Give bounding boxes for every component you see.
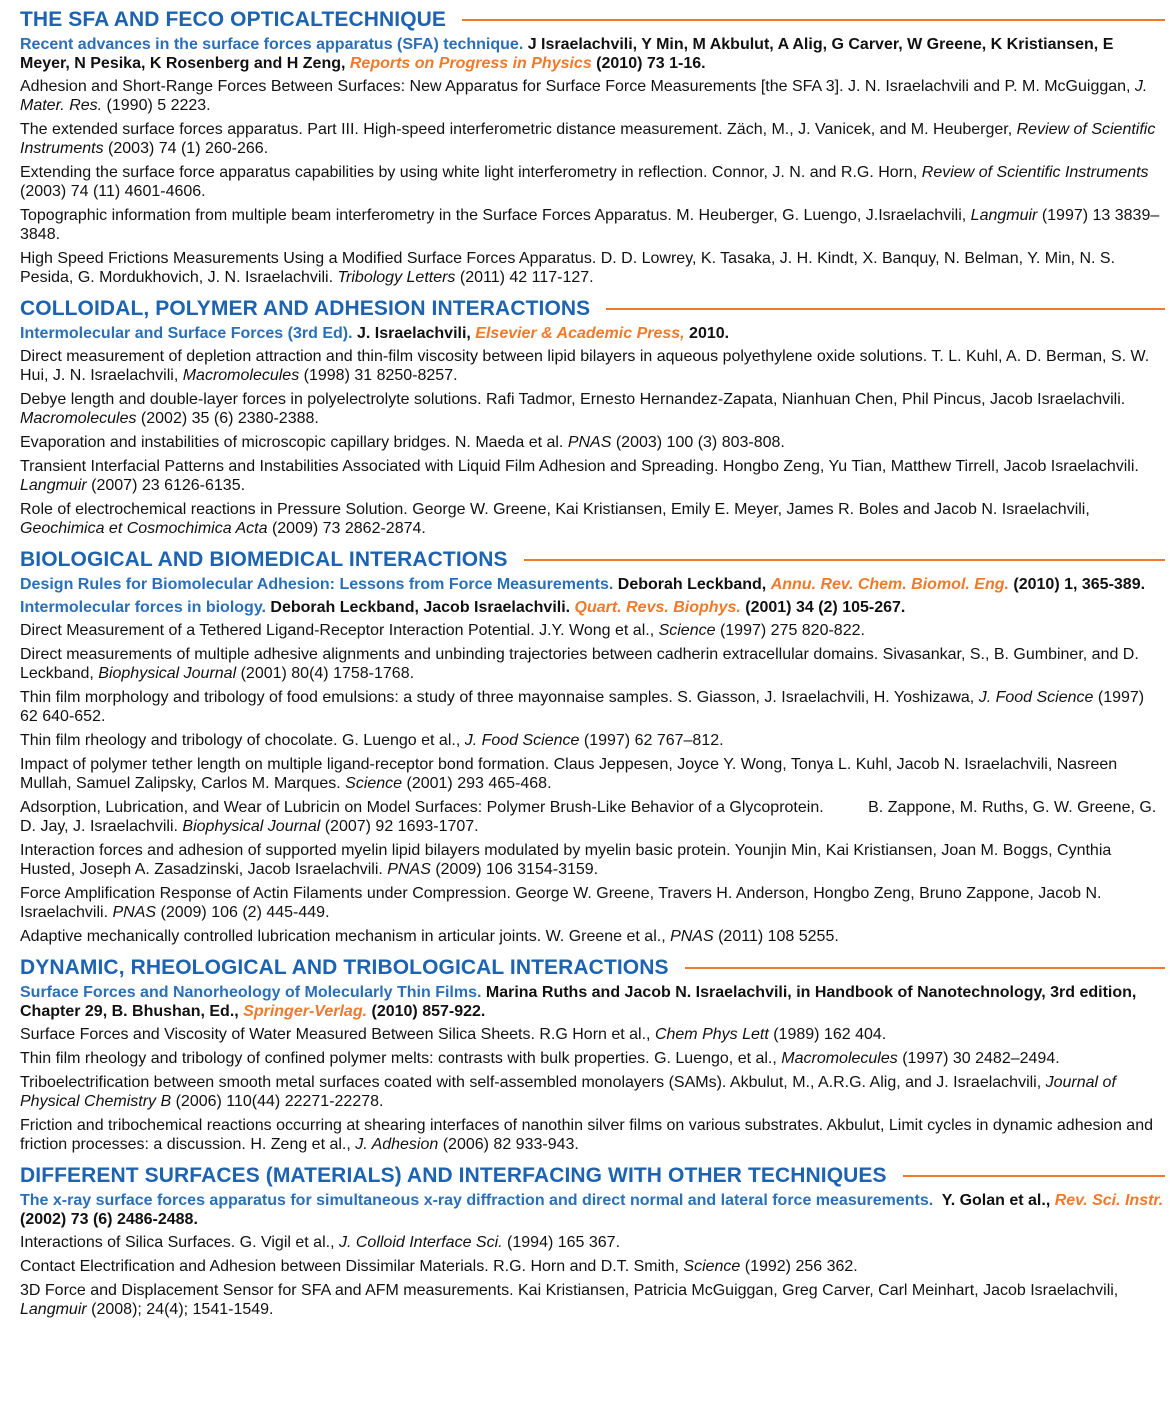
reference-text: Force Amplification Response of Actin Filaments under Compression. George W. Greene, Travers H. Anderson, Hongbo Zeng, Bruno Zappone, Jacob N. Israelachvili. [20, 885, 1102, 921]
reference-text: Adaptive mechanically controlled lubrication mechanism in articular joints. W. Greene et al., [20, 928, 671, 945]
reference-journal: Geochimica et Cosmochimica Acta [20, 520, 268, 537]
reference-item [20, 1049, 1165, 1068]
reference-text: Surface Forces and Viscosity of Water Measured Between Silica Sheets. R.G Horn et al., [20, 1026, 655, 1043]
reference-citation: (2008); 24(4); 1541-1549. [86, 1301, 274, 1318]
section-title: BIOLOGICAL AND BIOMEDICAL INTERACTIONS [20, 548, 508, 571]
reference-item [20, 645, 1165, 683]
reference-journal: Review of Scientific Instruments [921, 164, 1149, 181]
reference-item [20, 798, 1165, 836]
reference-item [20, 841, 1165, 879]
featured-title: Design Rules for Biomolecular Adhesion: Lessons from Force Measurements. [20, 576, 614, 593]
reference-citation: (1994) 165 367. [502, 1234, 621, 1251]
reference-journal: PNAS [567, 434, 612, 451]
featured-reference [20, 35, 1165, 73]
section-sfa-feco [20, 6, 1165, 287]
featured-journal: Springer-Verlag. [243, 1003, 368, 1020]
reference-text: Transient Interfacial Patterns and Instabilities Associated with Liquid Film Adhesion and Spreading. Hongbo Zeng, Yu Tian, Matthew Tirrell, Jacob Israelachvili. [20, 458, 1139, 475]
reference-journal: Biophysical Journal [98, 665, 237, 682]
reference-text: Direct measurement of depletion attraction and thin-film viscosity between lipid bilayers in aqueous polyethylene oxide solutions. T. L. Kuhl, A. D. Berman, S. W. Hui, J. N. Israelachvili, [20, 348, 1150, 384]
reference-citation: (2003) 74 (1) 260-266. [103, 140, 269, 157]
featured-reference [20, 598, 1165, 617]
reference-journal: Tribology Letters [337, 269, 456, 286]
featured-title: Intermolecular forces in biology. [20, 599, 266, 616]
featured-citation: (2002) 73 (6) 2486-2488. [20, 1211, 198, 1228]
reference-citation: (1997) 275 820-822. [715, 622, 865, 639]
reference-text: Adsorption, Lubrication, and Wear of Lubricin on Model Surfaces: Polymer Brush-Like Behavior of a Glycoprotein. B. Zappone, M. Ruths, G. W. Greene, G. D. Jay, J. Israelachvili. [20, 799, 1161, 835]
featured-reference [20, 1191, 1165, 1229]
featured-authors: Deborah Leckband, [613, 576, 771, 593]
reference-item [20, 120, 1165, 158]
reference-citation: (2009) 106 (2) 445-449. [156, 904, 330, 921]
reference-citation: (2001) 80(4) 1758-1768. [236, 665, 415, 682]
reference-journal: Macromolecules [182, 367, 300, 384]
reference-citation: (1997) 30 2482–2494. [897, 1050, 1060, 1067]
reference-item [20, 390, 1165, 428]
reference-citation: (2007) 92 1693-1707. [320, 818, 479, 835]
featured-journal: Rev. Sci. Instr. [1054, 1192, 1164, 1209]
featured-authors: Y. Golan et al., [933, 1192, 1055, 1209]
reference-citation: (1990) 5 2223. [102, 97, 211, 114]
reference-item [20, 77, 1165, 115]
section-title: DIFFERENT SURFACES (MATERIALS) AND INTERFACING WITH OTHER TECHNIQUES [20, 1164, 887, 1187]
section-title: DYNAMIC, RHEOLOGICAL AND TRIBOLOGICAL INTERACTIONS [20, 956, 669, 979]
reference-item [20, 500, 1165, 538]
reference-citation: (1997) 62 767–812. [579, 732, 724, 749]
reference-citation: (2003) 100 (3) 803-808. [611, 434, 785, 451]
section-header [20, 6, 1165, 34]
reference-journal: Journal of Physical Chemistry B [20, 1074, 1116, 1110]
reference-text: Role of electrochemical reactions in Pressure Solution. George W. Greene, Kai Kristiansen, Emily E. Meyer, James R. Boles and Jacob N. Israelachvili, [20, 501, 1090, 518]
reference-text: Thin film rheology and tribology of confined polymer melts: contrasts with bulk properties. G. Luengo, et al., [20, 1050, 782, 1067]
reference-journal: Science [345, 775, 403, 792]
section-divider [524, 559, 1165, 561]
reference-journal: Review of Scientific Instruments [20, 121, 1156, 157]
reference-journal: Macromolecules [20, 410, 137, 427]
reference-journal: Chem Phys Lett [654, 1026, 769, 1043]
featured-title: The x-ray surface forces apparatus for simultaneous x-ray diffraction and direct normal and lateral force measurements. [20, 1192, 934, 1209]
reference-item [20, 1073, 1165, 1111]
reference-item [20, 206, 1165, 244]
reference-citation: (2011) 108 5255. [713, 928, 839, 945]
featured-journal: Annu. Rev. Chem. Biomol. Eng. [770, 576, 1009, 593]
section-dynamic-rheological-tribological [20, 954, 1165, 1154]
featured-authors: Marina Ruths and Jacob N. Israelachvili, in Handbook of Nanotechnology, 3rd edition, Chapter 29, B. Bhushan, Ed., [20, 984, 1137, 1020]
section-biological-biomedical [20, 546, 1165, 946]
reference-text: 3D Force and Displacement Sensor for SFA and AFM measurements. Kai Kristiansen, Patricia McGuiggan, Greg Carver, Carl Meinhart, Jacob Israelachvili, [20, 1282, 1119, 1299]
reference-item [20, 688, 1165, 726]
reference-text: Adhesion and Short-Range Forces Between Surfaces: New Apparatus for Surface Force Measurements [the SFA 3]. J. N. Israelachvili and P. M. McGuiggan, [20, 78, 1135, 95]
featured-authors: J Israelachvili, Y Min, M Akbulut, A Alig, G Carver, W Greene, K Kristiansen, E Meyer, N Pesika, K Rosenberg and H Zeng, [20, 36, 1114, 72]
reference-text: The extended surface forces apparatus. Part III. High-speed interferometric distance measurement. Zäch, M., J. Vanicek, and M. Heuberger, [20, 121, 1017, 138]
reference-citation: (2011) 42 117-127. [455, 269, 594, 286]
reference-journal: J. Mater. Res. [20, 78, 1148, 114]
reference-journal: Biophysical Journal [182, 818, 321, 835]
section-header [20, 546, 1165, 574]
featured-title: Intermolecular and Surface Forces (3rd Ed). [20, 325, 353, 342]
reference-citation: (1997) 62 640-652. [20, 689, 1145, 725]
featured-authors: Deborah Leckband, Jacob Israelachvili. [265, 599, 575, 616]
reference-citation: (1998) 31 8250-8257. [299, 367, 458, 384]
reference-citation: (2007) 23 6126-6135. [86, 477, 246, 494]
reference-text: Thin film rheology and tribology of chocolate. G. Luengo et al., [20, 732, 465, 749]
reference-item [20, 1257, 1165, 1276]
reference-item [20, 347, 1165, 385]
reference-citation: (2006) 82 933-943. [438, 1136, 579, 1153]
reference-text: Interaction forces and adhesion of supported myelin lipid bilayers modulated by myelin basic protein. Younjin Min, Kai Kristiansen, Joan M. Boggs, Cynthia Husted, Joseph A. Zasadzinski, Jacob Israelachvili. [20, 842, 1112, 878]
section-header [20, 1162, 1165, 1190]
reference-text: Impact of polymer tether length on multiple ligand-receptor bond formation. Claus Jeppesen, Joyce Y. Wong, Tonya L. Kuhl, Jacob N. Israelachvili, Nasreen Mullah, Samuel Zalipsky, Carlos M. Marques. [20, 756, 1118, 792]
section-title: COLLOIDAL, POLYMER AND ADHESION INTERACTIONS [20, 297, 591, 320]
reference-item [20, 927, 1165, 946]
reference-journal: Macromolecules [781, 1050, 898, 1067]
reference-text: Evaporation and instabilities of microscopic capillary bridges. N. Maeda et al. [20, 434, 568, 451]
reference-text: Friction and tribochemical reactions occurring at shearing interfaces of nanothin silver films on various substrates. Akbulut, Limit cycles in dynamic adhesion and friction processes: a discussion. H. Zeng et al., [20, 1117, 1153, 1153]
reference-journal: Science [683, 1258, 741, 1275]
reference-citation: (1997) 13 3839–3848. [20, 207, 1160, 243]
section-title: THE SFA AND FECO OPTICALTECHNIQUE [20, 8, 447, 31]
reference-item [20, 457, 1165, 495]
featured-citation: (2010) 1, 365-389. [1008, 576, 1146, 593]
section-divider [462, 19, 1165, 21]
reference-citation: (2003) 74 (11) 4601-4606. [20, 183, 206, 200]
reference-journal: J. Food Science [978, 689, 1094, 706]
reference-item [20, 755, 1165, 793]
section-header [20, 954, 1165, 982]
reference-item [20, 1281, 1165, 1319]
reference-item [20, 731, 1165, 750]
section-divider [606, 308, 1165, 310]
reference-citation: (2009) 73 2862-2874. [267, 520, 426, 537]
reference-text: Direct Measurement of a Tethered Ligand-Receptor Interaction Potential. J.Y. Wong et al., [20, 622, 659, 639]
featured-citation: 2010. [684, 325, 730, 342]
reference-journal: Science [658, 622, 716, 639]
reference-journal: PNAS [112, 904, 157, 921]
featured-title: Surface Forces and Nanorheology of Molecularly Thin Films. [20, 984, 482, 1001]
reference-citation: (1989) 162 404. [768, 1026, 887, 1043]
reference-text: Triboelectrification between smooth metal surfaces coated with self-assembled monolayers (SAMs). Akbulut, M., A.R.G. Alig, and J. Israelachvili, [20, 1074, 1046, 1091]
featured-journal: Elsevier & Academic Press, [475, 325, 685, 342]
featured-authors: J. Israelachvili, [352, 325, 476, 342]
featured-title: Recent advances in the surface forces apparatus (SFA) technique. [20, 36, 524, 53]
featured-citation: (2001) 34 (2) 105-267. [740, 599, 906, 616]
reference-text: Thin film morphology and tribology of food emulsions: a study of three mayonnaise samples. S. Giasson, J. Israelachvili, H. Yoshizawa, [20, 689, 979, 706]
reference-journal: PNAS [670, 928, 714, 945]
reference-item [20, 433, 1165, 452]
section-colloidal-polymer-adhesion [20, 295, 1165, 538]
reference-citation: (2006) 110(44) 22271-22278. [171, 1093, 384, 1110]
section-divider [903, 1175, 1165, 1177]
section-different-surfaces [20, 1162, 1165, 1319]
reference-text: Direct measurements of multiple adhesive alignments and unbinding trajectories between cadherin extracellular domains. Sivasankar, S., B. Gumbiner, and D. Leckband, [20, 646, 1139, 682]
featured-reference [20, 575, 1165, 594]
featured-citation: (2010) 857-922. [367, 1003, 486, 1020]
reference-citation: (1992) 256 362. [740, 1258, 858, 1275]
reference-text: High Speed Frictions Measurements Using a Modified Surface Forces Apparatus. D. D. Lowrey, K. Tasaka, J. H. Kindt, X. Banquy, N. Belman, Y. Min, N. S. Pesida, G. Mordukhovich, J. N. Israelachvili. [20, 250, 1116, 286]
reference-journal: Langmuir [970, 207, 1038, 224]
featured-journal: Reports on Progress in Physics [349, 55, 592, 72]
featured-citation: (2010) 73 1-16. [591, 55, 706, 72]
reference-journal: PNAS [387, 861, 431, 878]
reference-journal: Langmuir [20, 477, 87, 494]
reference-item [20, 1025, 1165, 1044]
reference-text: Contact Electrification and Adhesion between Dissimilar Materials. R.G. Horn and D.T. Smith, [20, 1258, 684, 1275]
reference-journal: J. Food Science [464, 732, 580, 749]
reference-journal: Langmuir [20, 1301, 87, 1318]
reference-item [20, 163, 1165, 201]
reference-citation: (2009) 106 3154-3159. [430, 861, 599, 878]
reference-item [20, 249, 1165, 287]
reference-text: Extending the surface force apparatus capabilities by using white light interferometry in reflection. Connor, J. N. and R.G. Horn, [20, 164, 922, 181]
section-divider [685, 967, 1165, 969]
featured-reference [20, 983, 1165, 1021]
reference-journal: J. Adhesion [355, 1136, 439, 1153]
reference-text: Topographic information from multiple beam interferometry in the Surface Forces Apparatus. M. Heuberger, G. Luengo, J.Israelachvili, [20, 207, 971, 224]
reference-text: Interactions of Silica Surfaces. G. Vigil et al., [20, 1234, 339, 1251]
reference-citation: (2002) 35 (6) 2380-2388. [136, 410, 319, 427]
reference-journal: J. Colloid Interface Sci. [338, 1234, 503, 1251]
reference-item [20, 884, 1165, 922]
featured-journal: Quart. Revs. Biophys. [574, 599, 741, 616]
reference-text: Debye length and double-layer forces in polyelectrolyte solutions. Rafi Tadmor, Ernesto Hernandez-Zapata, Nianhuan Chen, Phil Pincus, Jacob Israelachvili. [20, 391, 1126, 408]
section-header [20, 295, 1165, 323]
reference-citation: (2001) 293 465-468. [402, 775, 552, 792]
reference-item [20, 1116, 1165, 1154]
reference-item [20, 1233, 1165, 1252]
featured-reference [20, 324, 1165, 343]
reference-item [20, 621, 1165, 640]
